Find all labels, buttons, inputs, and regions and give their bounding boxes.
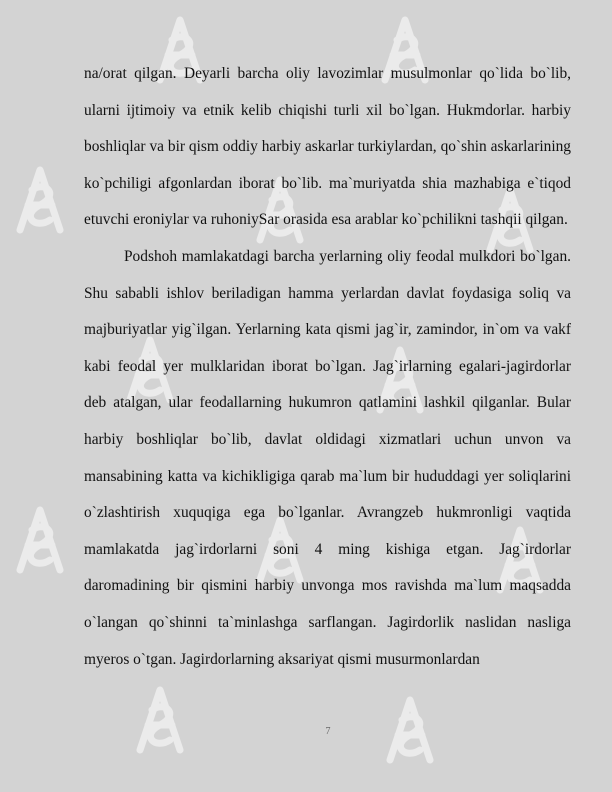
watermark-icon [130,680,190,760]
paragraph-landholding: Podshoh mamlakatdagi barcha yerlarning oliy feodal mulkdori bo`lgan. Shu sababli ishlov beriladigan hamma yerlardan davlat foydasiga soliq va majburiyatlar yig`ilgan. Yerlarning kata qismi jag`ir, zamindor, in`om va vakf kabi feodal yer mulklaridan iborat bo`lgan. Jag`irlarning egalari-jagirdorlar deb atalgan, ular feodallarning hukumron qatlamini lashkil qilganlar. Bular harbiy boshliqlar bo`lib, davlat oldidagi xizmatlari uchun unvon va mansabining katta va kichikligiga qarab ma`lum bir hududdagi yer soliqlarini o`zlashtirish xuquqiga ega bo`lganlar. Avrangzeb hukmronligi vaqtida mamlakatda jag`irdorlarni soni 4 ming kishiga etgan. Jag`irdorlar daromadining bir qismini harbiy unvonga mos ravishda ma`lum maqsadda o`langan qo`shinni ta`minlashga sarflangan. Jagirdorlik naslidan nasliga myeros o`tgan. Jagirdorlarning aksariyat qismi musurmonlardan [84,247,571,668]
paragraph-continuation: na/orat qilgan. Deyarli barcha oliy lavozimlar musulmonlar qo`lida bo`lib, ularni ijtimoiy va etnik kelib chiqishi turli xil bo`lgan. Hukmdorlar. harbiy boshliqlar va bir qism oddiy harbiy askarlar turkiylardan, qo`shin askarlarining ko`pchiligi afgonlardan iborat bo`lib. ma`muriyatda shia mazhabiga e`tiqod etuvchi eroniylar va ruhoniySar orasida esa arablar ko`pchilikni tashqii qilgan. [84,65,571,229]
page-number: 7 [325,726,331,737]
watermark-icon [10,500,70,580]
body-text [84,56,571,678]
watermark-icon [10,160,70,240]
